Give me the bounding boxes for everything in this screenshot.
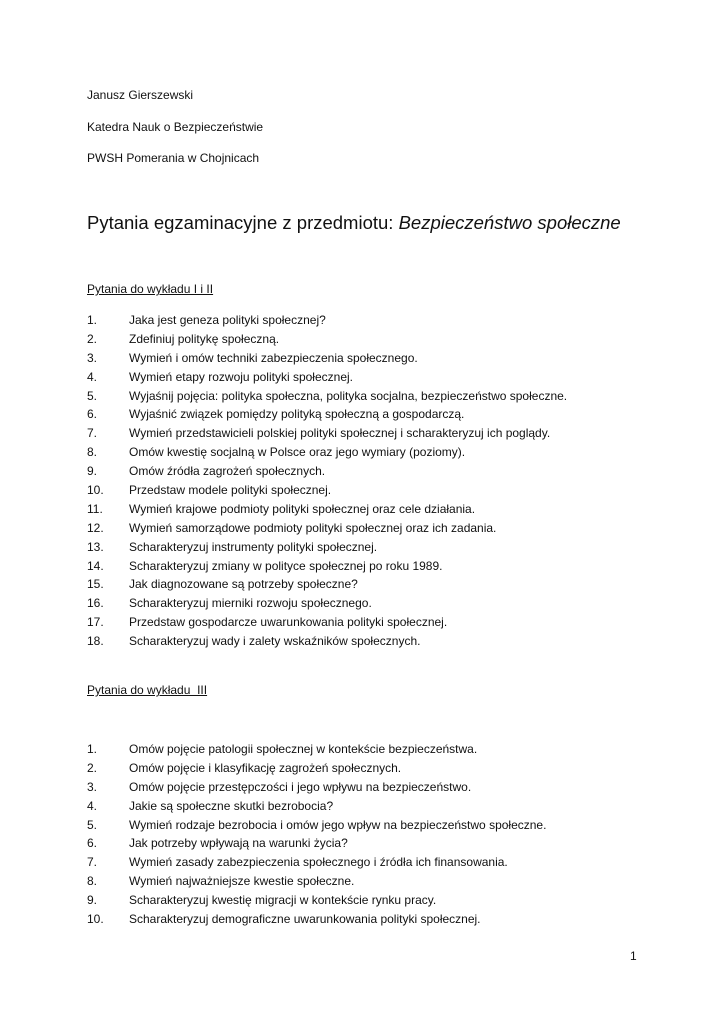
question-number: 13. <box>87 539 104 554</box>
question-text: Omów pojęcie i klasyfikację zagrożeń społecznych. <box>129 760 402 775</box>
question-number: 6. <box>87 407 98 422</box>
question-number: 7. <box>87 855 98 870</box>
question-text: Omów źródła zagrożeń społecznych. <box>129 464 326 479</box>
question-number: 2. <box>87 760 98 775</box>
question-number: 9. <box>87 464 98 479</box>
question-text: Wymień samorządowe podmioty polityki społecznej oraz ich zadania. <box>129 520 497 535</box>
question-text: Scharakteryzuj wady i zalety wskaźników społecznych. <box>129 634 421 649</box>
question-text: Scharakteryzuj demograficzne uwarunkowania polityki społecznej. <box>129 912 481 927</box>
author-name: Janusz Gierszewski <box>87 88 194 102</box>
question-text: Wymień rodzaje bezrobocia i omów jego wpływ na bezpieczeństwo społeczne. <box>129 817 547 832</box>
question-text: Wymień etapy rozwoju polityki społecznej. <box>129 369 353 384</box>
question-text: Jaka jest geneza polityki społecznej? <box>129 313 326 327</box>
question-number: 1. <box>87 313 98 327</box>
question-number: 8. <box>87 445 98 460</box>
page-number: 1 <box>630 949 637 963</box>
question-number: 9. <box>87 893 98 908</box>
question-number: 6. <box>87 836 98 851</box>
department-name: Katedra Nauk o Bezpieczeństwie <box>87 120 264 134</box>
section-heading-lecture-3: Pytania do wykładu III <box>87 683 208 697</box>
question-text: Wyjaśnić związek pomiędzy polityką społeczną a gospodarczą. <box>129 407 465 422</box>
question-number: 4. <box>87 798 98 813</box>
section-heading-lecture-1-2: Pytania do wykładu I i II <box>87 282 214 296</box>
question-text: Jakie są społeczne skutki bezrobocia? <box>129 798 334 813</box>
question-text: Scharakteryzuj kwestię migracji w kontekście rynku pracy. <box>129 893 437 908</box>
question-number: 10. <box>87 483 104 498</box>
question-text: Wyjaśnij pojęcia: polityka społeczna, polityka socjalna, bezpieczeństwo społeczne. <box>129 388 568 403</box>
question-text: Scharakteryzuj zmiany w polityce społecznej po roku 1989. <box>129 558 443 573</box>
question-number: 8. <box>87 874 98 889</box>
question-number: 17. <box>87 615 104 630</box>
question-number: 15. <box>87 577 104 592</box>
document-title <box>87 211 621 235</box>
question-text: Scharakteryzuj mierniki rozwoju społecznego. <box>129 596 372 611</box>
question-number: 18. <box>87 634 104 649</box>
question-number: 10. <box>87 912 104 927</box>
question-number: 3. <box>87 350 98 365</box>
question-text: Wymień najważniejsze kwestie społeczne. <box>129 874 355 889</box>
question-text: Omów pojęcie przestępczości i jego wpływu na bezpieczeństwo. <box>129 779 472 794</box>
question-text: Wymień zasady zabezpieczenia społecznego i źródła ich finansowania. <box>129 855 508 870</box>
question-text: Scharakteryzuj instrumenty polityki społecznej. <box>129 539 378 554</box>
question-text: Jak diagnozowane są potrzeby społeczne? <box>129 577 358 592</box>
question-text: Przedstaw modele polityki społecznej. <box>129 483 332 498</box>
question-text: Wymień i omów techniki zabezpieczenia społecznego. <box>129 350 418 365</box>
question-number: 1. <box>87 742 98 756</box>
question-number: 12. <box>87 520 104 535</box>
question-number: 16. <box>87 596 104 611</box>
question-text: Omów pojęcie patologii społecznej w kontekście bezpieczeństwa. <box>129 742 478 756</box>
question-number: 11. <box>87 501 103 516</box>
institution-name: PWSH Pomerania w Chojnicach <box>87 151 260 165</box>
question-number: 14. <box>87 558 104 573</box>
question-text: Wymień krajowe podmioty polityki społecznej oraz cele działania. <box>129 501 476 516</box>
question-text: Zdefiniuj politykę społeczną. <box>129 331 280 346</box>
question-text: Jak potrzeby wpływają na warunki życia? <box>129 836 348 851</box>
question-number: 3. <box>87 779 98 794</box>
title-subject: Bezpieczeństwo społeczne <box>398 212 621 233</box>
question-number: 5. <box>87 817 98 832</box>
question-text: Omów kwestię socjalną w Polsce oraz jego wymiary (poziomy). <box>129 445 466 460</box>
question-number: 2. <box>87 331 98 346</box>
question-text: Przedstaw gospodarcze uwarunkowania polityki społecznej. <box>129 615 448 630</box>
question-number: 5. <box>87 388 98 403</box>
question-number: 4. <box>87 369 98 384</box>
question-text: Wymień przedstawicieli polskiej polityki społecznej i scharakteryzuj ich poglądy. <box>129 426 551 441</box>
title-prefix: Pytania egzaminacyjne z przedmiotu: <box>87 212 399 233</box>
question-number: 7. <box>87 426 98 441</box>
